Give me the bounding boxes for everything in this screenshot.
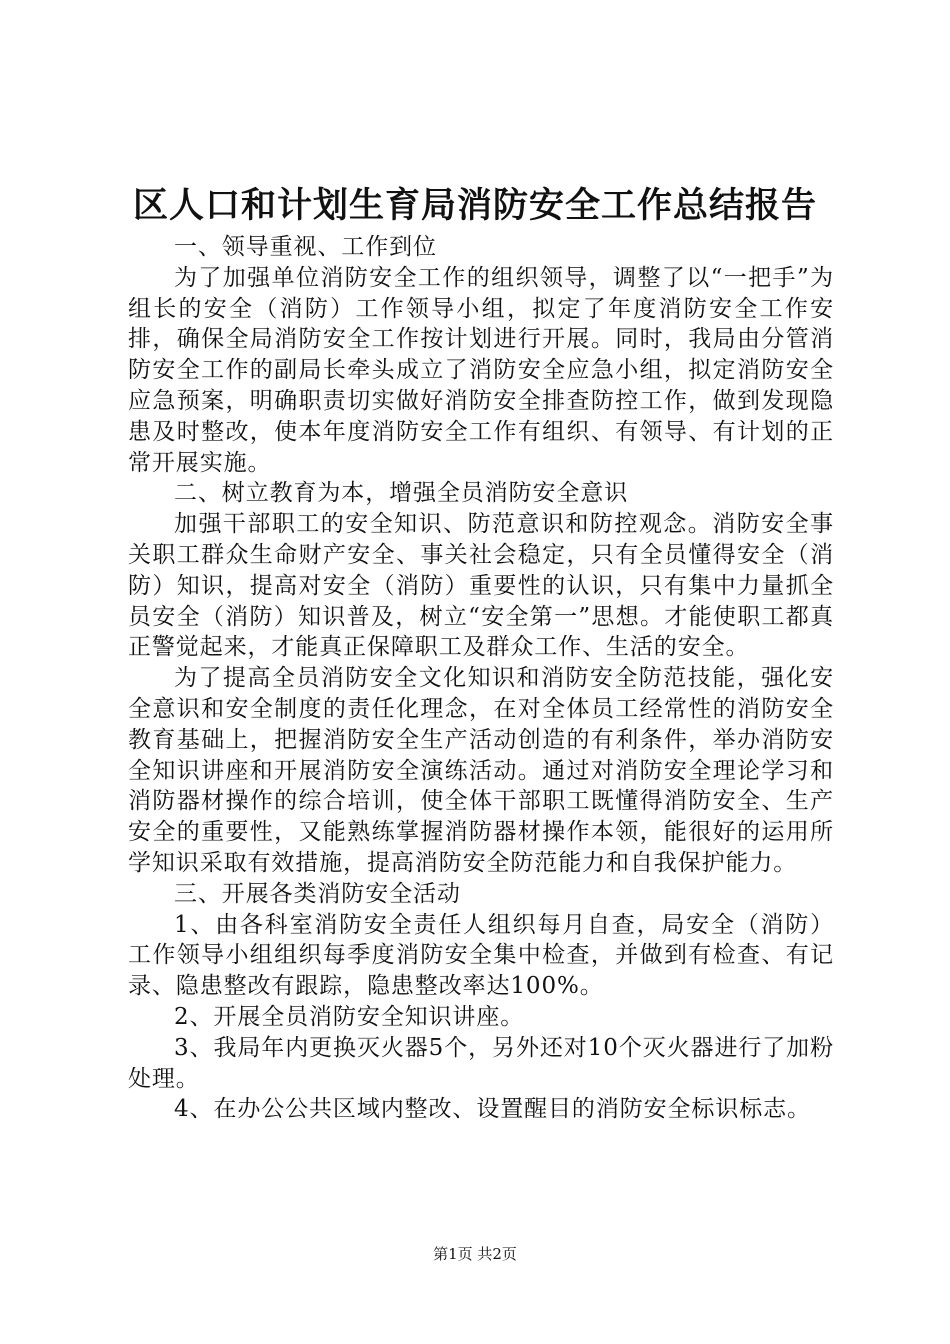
list-item: 2、开展全员消防安全知识讲座。 [174,1003,525,1030]
document-title: 区人口和计划生育局消防安全工作总结报告 [132,185,817,226]
document-body [128,232,834,1125]
list-item: 3、我局年内更换灭火器5个，另外还对10个灭火器进行了加粉处理。 [128,1034,834,1092]
paragraph: 加强干部职工的安全知识、防范意识和防控观念。消防安全事关职工群众生命财产安全、事关社会稳定，只有全员懂得安全（消防）知识，提高对安全（消防）重要性的认识，只有集中力量抓全员安全（消防）知识普及，树立“安全第一”思想。才能使职工都真正警觉起来，才能真正保障职工及群众工作、生活的安全。 [128,511,834,661]
page-number-footer: 第1页 共2页 [433,1245,517,1263]
list-item: 4、在办公公共区域内整改、设置醒目的消防安全标识标志。 [174,1096,811,1123]
list-item: 1、由各科室消防安全责任人组织每月自查，局安全（消防）工作领导小组组织每季度消防安全集中检查，并做到有检查、有记录、隐患整改有跟踪，隐患整改率达100%。 [128,911,834,1000]
section-heading-1: 一、领导重视、工作到位 [174,234,437,260]
section-heading-3: 三、开展各类消防安全活动 [174,880,461,907]
paragraph: 为了加强单位消防安全工作的组织领导，调整了以“一把手”为组长的安全（消防）工作领导小组，拟定了年度消防安全工作安排，确保全局消防安全工作按计划进行开展。同时，我局由分管消防安全工作的副局长牵头成立了消防安全应急小组，拟定消防安全应急预案，明确职责切实做好消防安全排查防控工作，做到发现隐患及时整改，使本年度消防安全工作有组织、有领导、有计划的正常开展实施。 [128,264,834,476]
paragraph: 为了提高全员消防安全文化知识和消防安全防范技能，强化安全意识和安全制度的责任化理念，在对全体员工经常性的消防安全教育基础上，把握消防安全生产活动创造的有利条件，举办消防安全知识讲座和开展消防安全演练活动。通过对消防安全理论学习和消防器材操作的综合培训，使全体干部职工既懂得消防安全、生产安全的重要性，又能熟练掌握消防器材操作本领，能很好的运用所学知识采取有效措施，提高消防安全防范能力和自我保护能力。 [128,665,834,876]
section-heading-2: 二、树立教育为本，增强全员消防安全意识 [174,480,629,507]
